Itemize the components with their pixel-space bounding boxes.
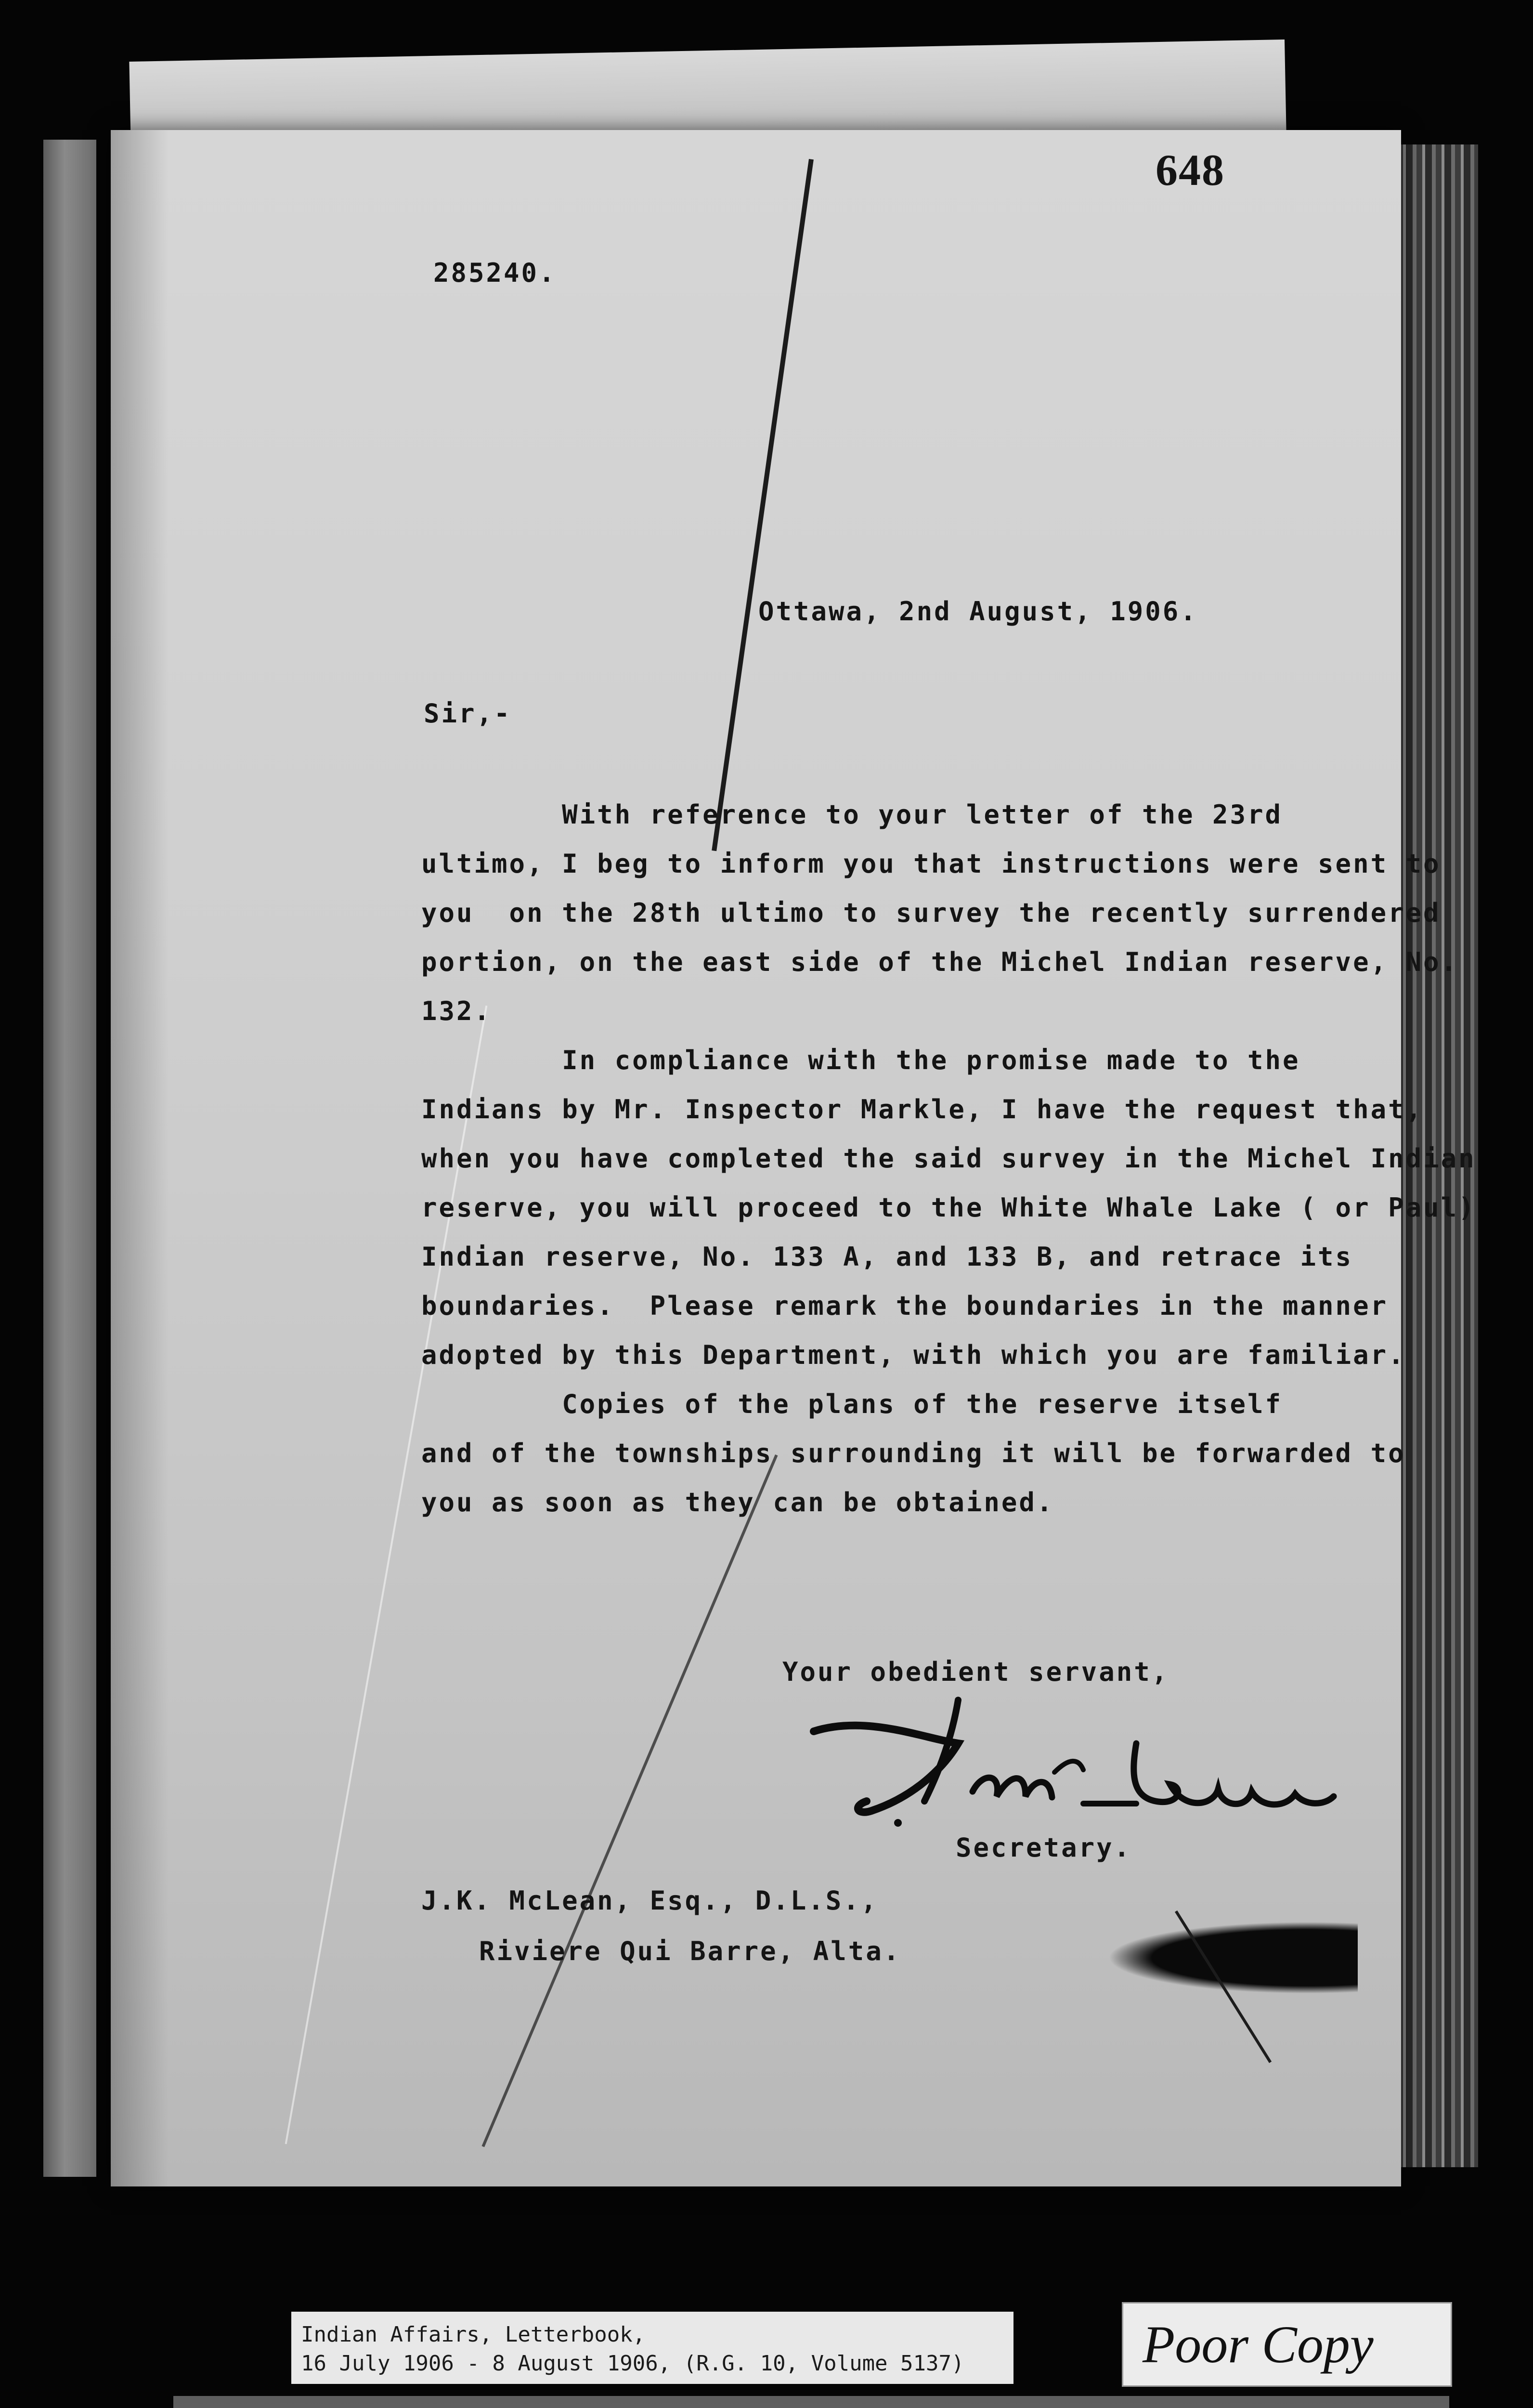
sheet-shadow [111,130,169,2186]
addressee-name: J.K. McLean, Esq., D.L.S., [421,1885,879,1916]
signer-title: Secretary. [956,1832,1132,1863]
page-number: 648 [1156,145,1225,195]
letter-body-line: portion, on the east side of the Michel Indian reserve, No. [421,947,1459,977]
letter-body-line: you as soon as they can be obtained. [421,1487,1054,1518]
letter-body-line: Copies of the plans of the reserve itself [421,1389,1283,1419]
handwritten-signature [799,1686,1343,1845]
closing-line: Your obedient servant, [782,1657,1169,1687]
letter-body-line: adopted by this Department, with which you are familiar. [421,1340,1406,1370]
catalogue-label-line-2: 16 July 1906 - 8 August 1906, (R.G. 10, Volume 5137) [301,2351,964,2376]
letter-body-line: 132. [421,996,492,1026]
paper-fold-line [712,159,814,851]
catalogue-label [291,2312,1013,2384]
catalogue-label-line-1: Indian Affairs, Letterbook, [301,2322,646,2347]
letter-body-line: and of the townships surrounding it will be forwarded to [421,1438,1406,1468]
letter-body-line: when you have completed the said survey in the Michel Indian [421,1143,1476,1174]
letter-body-line: Indian reserve, No. 133 A, and 133 B, and retrace its [421,1242,1353,1272]
letter-body-line: In compliance with the promise made to the [421,1045,1300,1075]
pencil-shadow [1107,1922,1358,1994]
paper-crease [285,1006,488,2144]
file-number: 285240. [433,258,557,288]
date-line: Ottawa, 2nd August, 1906. [758,596,1198,627]
addressee-location: Riviere Qui Barre, Alta. [479,1936,901,1966]
letter-body-line: Indians by Mr. Inspector Markle, I have the request that, [421,1094,1424,1125]
archives-stamp [173,2396,1449,2408]
salutation: Sir,- [424,698,512,729]
letter-body-line: ultimo, I beg to inform you that instructions were sent to [421,849,1441,879]
paper-fold-line-lower [481,1454,778,2147]
letter-body-line: With reference to your letter of the 23rd [421,799,1283,830]
page-stack-left-edge [43,140,96,2177]
poor-copy-text: Poor Copy [1143,2315,1374,2374]
letter-body-line: reserve, you will proceed to the White Whale Lake ( or Paul) [421,1192,1476,1223]
poor-copy-note [1122,2302,1452,2387]
letter-body-line: boundaries. Please remark the boundaries in the manner [421,1291,1389,1321]
letter-body-line: you on the 28th ultimo to survey the recently surrendered [421,898,1441,928]
